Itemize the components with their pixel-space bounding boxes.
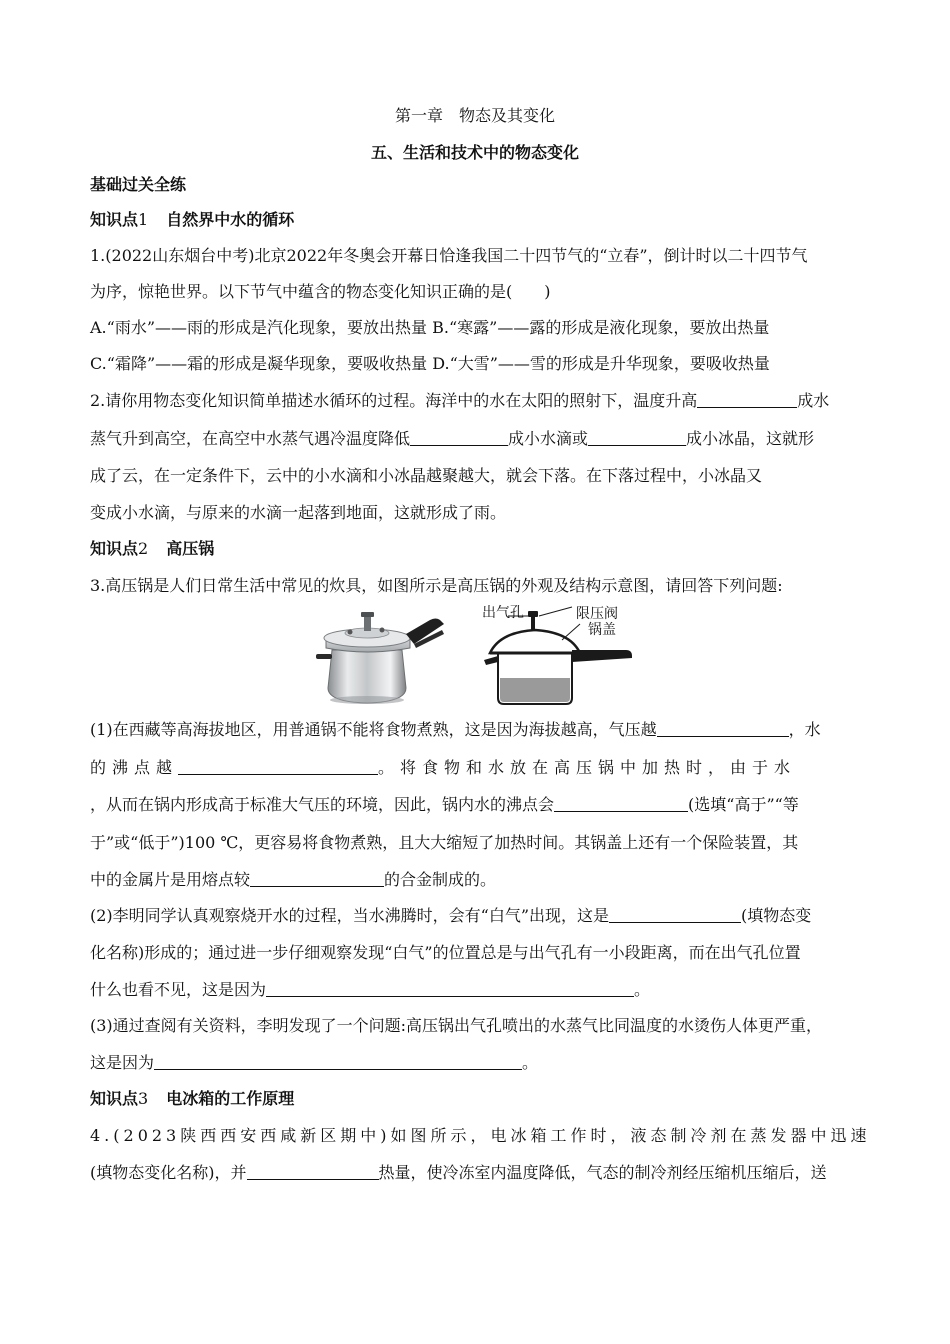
exercise-heading: 基础过关全练: [90, 175, 187, 194]
q3-p3-line-2: 这是因为 。: [90, 1053, 539, 1072]
q2-line-2: 蒸气升到高空，在高空中水蒸气遇冷温度降低 成小水滴或 成小冰晶，这就形: [90, 429, 815, 448]
q3-p1-blank-2[interactable]: [178, 760, 378, 775]
kp-label: 知识点: [90, 210, 139, 229]
q3-p3-blank-1[interactable]: [154, 1055, 522, 1070]
kp-title: 自然界中水的循环: [166, 210, 295, 229]
q3-p3-line-1: (3)通过查阅有关资料，李明发现了一个问题:高压锅出气孔喷出的水蒸气比同温度的水烫伤人体更严重，: [90, 1016, 823, 1035]
q3-p2-line-1: (2)李明同学认真观察烧开水的过程，当水沸腾时，会有“白气”出现，这是 (填物态变: [90, 906, 812, 925]
q4-line-2: (填物态变化名称)，并 热量，使冷冻室内温度降低，气态的制冷剂经压缩机压缩后，送: [90, 1163, 827, 1182]
q2-blank-3[interactable]: [588, 431, 686, 446]
pressure-cooker-figure: [310, 600, 650, 710]
pressure-cooker-photo: [316, 612, 444, 704]
kp-label: 知识点: [90, 1089, 139, 1108]
q2-blank-2[interactable]: [410, 431, 508, 446]
lid-label: 锅盖: [588, 622, 616, 638]
q2-line-1: 2.请你用物态变化知识简单描述水循环的过程。海洋中的水在太阳的照射下，温度升高 成水: [90, 391, 830, 410]
kp-title: 电冰箱的工作原理: [166, 1089, 295, 1108]
kp-number: 2: [138, 539, 149, 558]
q3-p2-blank-2[interactable]: [266, 982, 634, 997]
q3-p2-line-2: 化名称)形成的；通过进一步仔细观察发现“白气”的位置总是与出气孔有一小段距离，而在出气孔位置: [90, 943, 801, 962]
kp-number: 3: [138, 1089, 149, 1108]
q2-line-3: 成了云，在一定条件下，云中的小水滴和小冰晶越聚越大，就会下落。在下落过程中，小冰晶又: [90, 466, 763, 485]
knowledge-point-2: [90, 538, 860, 560]
q1-option-b[interactable]: B.“寒露”——露的形成是液化现象，要放出热量: [432, 318, 770, 337]
q2-blank-1[interactable]: [697, 393, 797, 408]
knowledge-point-1: [90, 209, 860, 231]
q1-line-1: 1.(2022山东烟台中考)北京2022年冬奥会开幕日恰逢我国二十四节气的“立春”，倒计时以二十四节气: [90, 246, 808, 265]
q3-intro: 3.高压锅是人们日常生活中常见的炊具，如图所示是高压锅的外观及结构示意图，请回答下列问题:: [90, 576, 783, 595]
section-title: 五、生活和技术中的物态变化: [370, 143, 579, 162]
q1-options-cd: [90, 353, 860, 375]
q1-line-2: 为序，惊艳世界。以下节气中蕴含的物态变化知识正确的是( ): [90, 282, 551, 301]
chapter-title: 第一章 物态及其变化: [394, 106, 555, 125]
q3-p1-line-2: 的沸点越 。将食物和水放在高压锅中加热时，由于水: [90, 758, 797, 777]
q3-p1-blank-1[interactable]: [657, 722, 789, 737]
q3-p1-line-3: ，从而在锅内形成高于标准大气压的环境，因此，锅内水的沸点会 (选填“高于”“等: [90, 795, 799, 814]
kp-label: 知识点: [90, 539, 139, 558]
q3-p1-blank-4[interactable]: [250, 872, 384, 887]
q4-blank-1[interactable]: [247, 1165, 379, 1180]
q3-p1-line-1: (1)在西藏等高海拔地区，用普通锅不能将食物煮熟，这是因为海拔越高，气压越 ，水: [90, 720, 821, 739]
q3-p1-line-4: 于”或“低于”)100 ℃，更容易将食物煮熟，且大大缩短了加热时间。其锅盖上还有一个保险装置，其: [90, 833, 799, 852]
valve-label: 限压阀: [576, 606, 618, 622]
q4-line-1: 4.(2023陕西西安西咸新区期中)如图所示，电冰箱工作时，液态制冷剂在蒸发器中迅速: [90, 1126, 871, 1145]
knowledge-point-3: [90, 1088, 860, 1110]
q1-options-ab: [90, 317, 860, 339]
vent-label: 出气孔: [482, 605, 524, 621]
kp-title: 高压锅: [166, 539, 215, 558]
q3-p1-blank-3[interactable]: [554, 797, 688, 812]
q3-p2-line-3: 什么也看不见，这是因为 。: [90, 980, 651, 999]
q2-line-4: 变成小水滴，与原来的水滴一起落到地面，这就形成了雨。: [90, 503, 507, 522]
q3-p2-blank-1[interactable]: [609, 908, 741, 923]
q1-option-d[interactable]: D.“大雪”——雪的形成是升华现象，要吸收热量: [432, 354, 770, 373]
q3-p1-line-5: 中的金属片是用熔点较 的合金制成的。: [90, 870, 497, 889]
kp-number: 1: [138, 210, 149, 229]
q1-option-c[interactable]: C.“霜降”——霜的形成是凝华现象，要吸收热量: [90, 354, 428, 373]
q1-option-a[interactable]: A.“雨水”——雨的形成是汽化现象，要放出热量: [90, 318, 428, 337]
